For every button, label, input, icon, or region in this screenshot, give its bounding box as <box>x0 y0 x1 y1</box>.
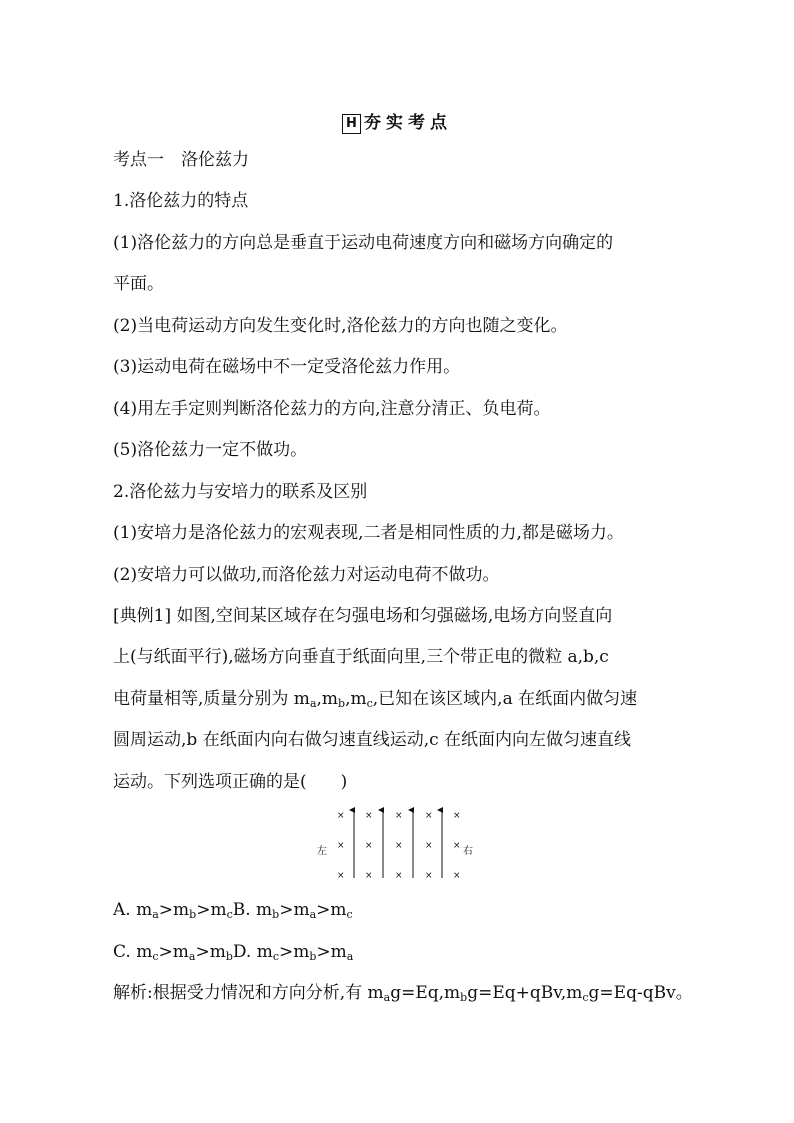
paragraph-6: (1)安培力是洛伦兹力的宏观表现,二者是相同性质的力,都是磁场力。 <box>113 523 624 543</box>
subsection-1-title: 1.洛伦兹力的特点 <box>113 191 249 211</box>
field-cross: × <box>395 841 403 851</box>
section-title: 考点一 洛伦兹力 <box>113 150 249 170</box>
field-cross: × <box>395 871 403 881</box>
example-line-2: 上(与纸面平行),磁场方向垂直于纸面向里,三个带正电的微粒 a,b,c <box>113 647 609 667</box>
field-cross: × <box>425 871 433 881</box>
example-line-5: 运动。下列选项正确的是( ) <box>113 772 348 792</box>
field-cross: × <box>337 841 345 851</box>
field-cross: × <box>337 871 345 881</box>
left-label: 左 <box>317 846 327 857</box>
solution-line: 解析:根据受力情况和方向分析,有 $m_ag=Eq,m_bg=Eq+qBv,m_cg=Eq$-qBv。 <box>113 983 693 1004</box>
example-line-3: 电荷量相等,质量分别为 $m_a,m_b,m_c$,已知在该区域内,a 在纸面内做匀速 <box>113 689 638 710</box>
option-c-d: C. $m_c>m_a>m_bD$. $m_c>m_b>m_a$ <box>113 942 354 963</box>
option-a-b: A. $m_a>m_b>m_cB$. $m_b>m_a>m_c$ <box>113 900 353 921</box>
field-cross: × <box>453 871 461 881</box>
paragraph-1-cont: 平面。 <box>113 274 164 294</box>
field-cross: × <box>395 811 403 821</box>
paragraph-7: (2)安培力可以做功,而洛伦兹力对运动电荷不做功。 <box>113 565 500 585</box>
paragraph-1: (1)洛伦兹力的方向总是垂直于运动电荷速度方向和磁场方向确定的 <box>113 233 614 253</box>
field-cross: × <box>365 811 373 821</box>
heading-title: 夯实考点 <box>364 113 452 133</box>
right-label: 右 <box>463 846 473 857</box>
paragraph-3: (3)运动电荷在磁场中不一定受洛伦兹力作用。 <box>113 357 461 377</box>
section-heading <box>0 108 794 134</box>
field-figure <box>310 804 490 884</box>
example-line-4: 圆周运动,b 在纸面内向右做匀速直线运动,c 在纸面内向左做匀速直线 <box>113 730 632 750</box>
field-cross: × <box>337 811 345 821</box>
paragraph-2: (2)当电荷运动方向发生变化时,洛伦兹力的方向也随之变化。 <box>113 316 568 336</box>
subsection-2-title: 2.洛伦兹力与安培力的联系及区别 <box>113 482 368 502</box>
heading-badge: H <box>342 114 361 134</box>
field-cross: × <box>425 841 433 851</box>
example-line-1: [典例1] 如图,空间某区域存在匀强电场和匀强磁场,电场方向竖直向 <box>113 606 613 626</box>
field-cross: × <box>453 841 461 851</box>
paragraph-5: (5)洛伦兹力一定不做功。 <box>113 440 308 460</box>
field-cross: × <box>365 871 373 881</box>
field-cross: × <box>453 811 461 821</box>
paragraph-4: (4)用左手定则判断洛伦兹力的方向,注意分清正、负电荷。 <box>113 399 551 419</box>
field-cross: × <box>365 841 373 851</box>
field-cross: × <box>425 811 433 821</box>
